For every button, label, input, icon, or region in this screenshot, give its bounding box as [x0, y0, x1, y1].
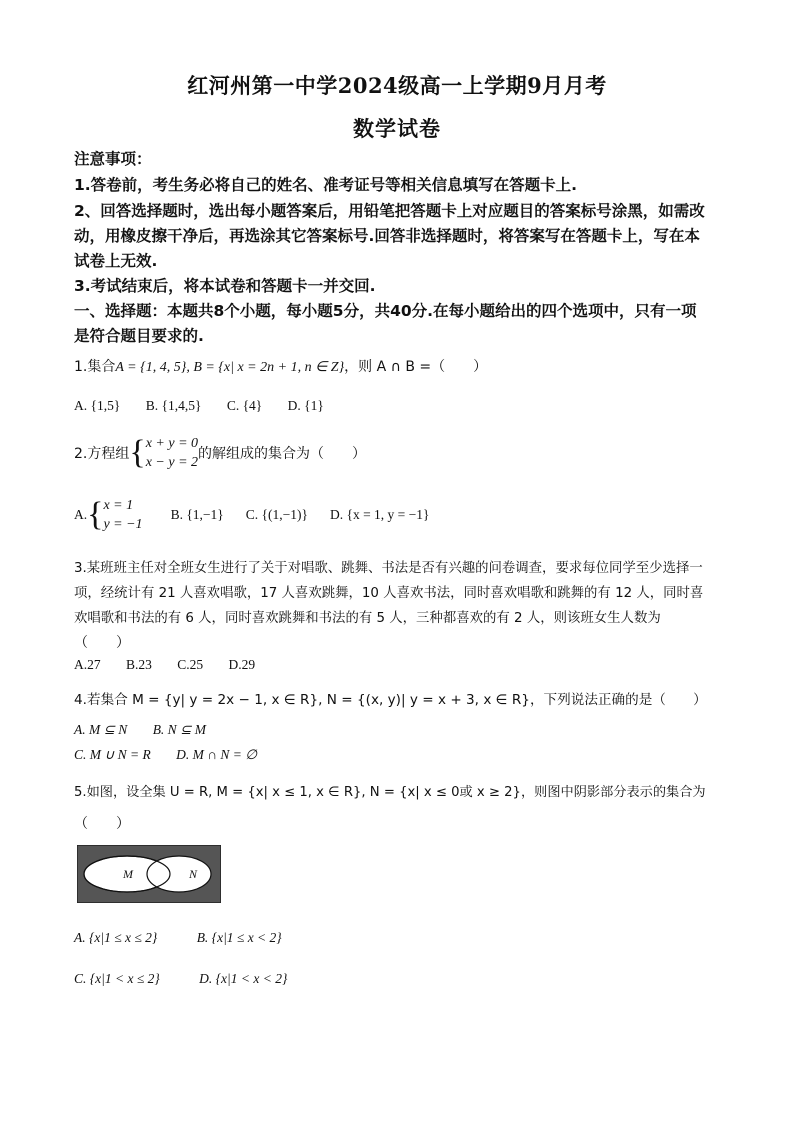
q2-system — [146, 434, 198, 472]
q3-line-2: 项，经统计有 21 人喜欢唱歌，17 人喜欢跳舞，10 人喜欢书法，同时喜欢唱歌和跳舞的有 12 人，同时喜 — [74, 586, 704, 601]
q3-option-b: B.23 — [126, 657, 152, 672]
note-3: 3.考试结束后，将本试卷和答题卡一并交回. — [74, 277, 376, 295]
section-heading-line-1: 一、选择题：本题共8个小题，每小题5分，共40分.在每小题给出的四个选项中，只有一项 — [74, 302, 697, 320]
q1-option-c: C. {4} — [226, 398, 263, 413]
question-4: 4.若集合 M = {y| y = 2x − 1, x ∈ R}, N = {(x, y)| y = x + 3, x ∈ R}，下列说法正确的是（ ） — [74, 692, 707, 708]
q2-options — [74, 496, 724, 534]
note-2-line-2: 动，用橡皮擦干净后，再选涂其它答案标号.回答非选择题时，将答案写在答题卡上，写在本 — [74, 227, 700, 245]
q3-option-a: A.27 — [74, 657, 101, 672]
q3-option-d: D.29 — [228, 657, 256, 672]
q1-option-d: D. {1} — [287, 398, 324, 413]
q4-option-a: A. M ⊆ N — [74, 722, 128, 737]
question-1 — [74, 356, 724, 376]
q1-prefix: 1.集合 — [74, 359, 116, 375]
q5-option-b: B. {x|1 ≤ x < 2} — [196, 930, 282, 945]
q4-option-b: B. N ⊆ M — [152, 722, 206, 737]
question-2 — [74, 434, 724, 472]
q2-suffix: 的解组成的集合为（ ） — [198, 446, 367, 462]
q2-option-a-eq-2: y = −1 — [103, 517, 143, 532]
q1-option-b: B. {1,4,5} — [145, 398, 202, 413]
q2-option-a-brace: { — [87, 496, 104, 533]
q3-options — [74, 657, 724, 673]
q5-options-row-1 — [74, 930, 724, 946]
venn-label-m: M — [123, 867, 133, 881]
q3-option-c: C.25 — [177, 657, 204, 672]
q4-option-c: C. M ∪ N = R — [74, 747, 151, 762]
venn-diagram — [77, 845, 221, 903]
q1-suffix: ，则 A ∩ B =（ ） — [344, 359, 488, 375]
exam-title: 红河州第一中学2024级高一上学期9月月考 — [187, 73, 607, 98]
q4-option-d: D. M ∩ N = ∅ — [176, 747, 257, 762]
q2-eq-2: x − y = 2 — [145, 455, 199, 470]
q5-option-a: A. {x|1 ≤ x ≤ 2} — [74, 930, 158, 945]
q3-line-1: 3.某班班主任对全班女生进行了关于对唱歌、跳舞、书法是否有兴趣的问卷调查，要求每位同学至少选择一 — [74, 561, 703, 576]
q2-option-b: B. {1,−1} — [170, 507, 224, 522]
q1-option-a: A. {1,5} — [74, 398, 121, 413]
note-1: 1.答卷前，考生务必将自己的姓名、准考证号等相关信息填写在答题卡上. — [74, 176, 578, 194]
q2-option-c: C. {(1,−1)} — [245, 507, 308, 522]
q2-prefix: 2.方程组 — [74, 446, 130, 462]
q1-set-b: , B = {x| x = 2n + 1, n ∈ Z} — [186, 360, 345, 375]
section-heading-line-2: 是符合题目要求的. — [74, 327, 204, 345]
q1-set-a: A = {1, 4, 5} — [115, 360, 187, 375]
q2-system-brace: { — [129, 434, 146, 471]
q2-eq-1: x + y = 0 — [145, 436, 199, 451]
q1-options — [74, 398, 724, 414]
q5-option-d: D. {x|1 < x < 2} — [199, 971, 288, 986]
exam-subtitle: 数学试卷 — [353, 116, 441, 141]
q5-paren: （ ） — [74, 816, 130, 832]
note-2-line-1: 2、回答选择题时，选出每小题答案后，用铅笔把答题卡上对应题目的答案标号涂黑，如需改 — [74, 202, 705, 220]
note-2-line-3: 试卷上无效. — [74, 252, 158, 270]
q2-option-a-label: A. — [74, 507, 88, 522]
q2-option-d: D. {x = 1, y = −1} — [329, 507, 430, 522]
q3-line-4: （ ） — [74, 635, 130, 651]
q5-options-row-2 — [74, 971, 724, 987]
q2-option-a-eq-1: x = 1 — [103, 498, 134, 513]
q2-option-a-system — [103, 496, 142, 534]
q4-options-row-2 — [74, 747, 724, 763]
notes-heading: 注意事项： — [74, 150, 152, 168]
question-5: 5.如图，设全集 U = R, M = {x| x ≤ 1, x ∈ R}, N = {x| x ≤ 0或 x ≥ 2}，则图中阴影部分表示的集合为 — [74, 785, 706, 800]
q5-option-c: C. {x|1 < x ≤ 2} — [74, 971, 160, 986]
q4-options-row-1 — [74, 722, 724, 738]
venn-label-n: N — [189, 867, 198, 881]
q3-line-3: 欢唱歌和书法的有 6 人，同时喜欢跳舞和书法的有 5 人，三种都喜欢的有 2 人，则该班女生人数为 — [74, 611, 661, 626]
